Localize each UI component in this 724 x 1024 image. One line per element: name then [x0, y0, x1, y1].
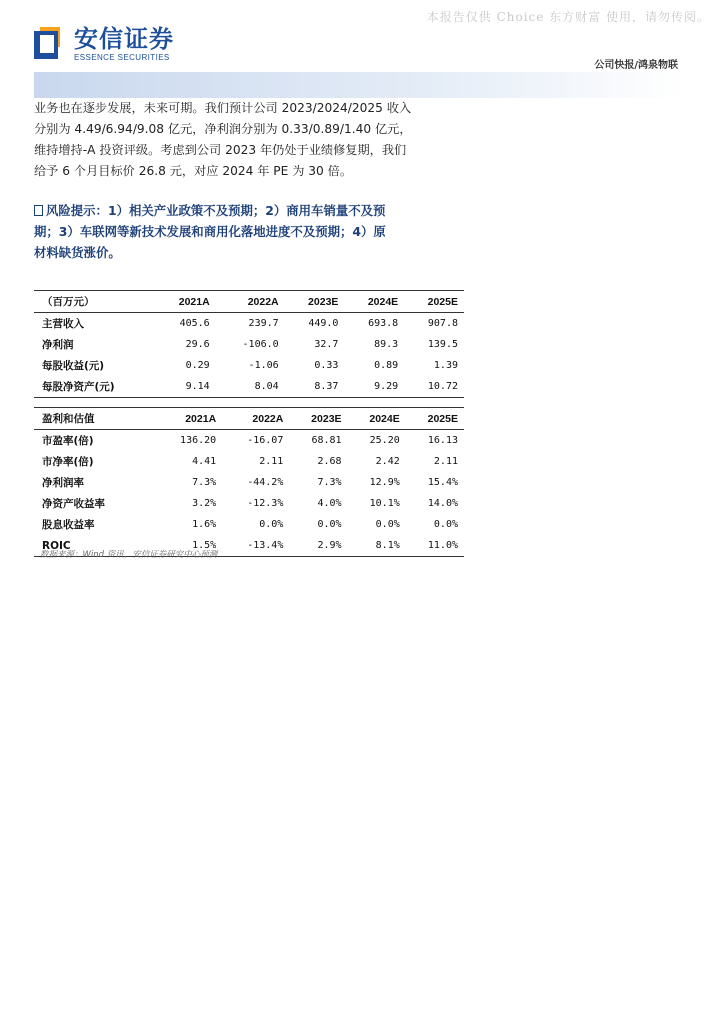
table-cell: 136.20 [180, 435, 217, 446]
table-cell: 29.6 [185, 339, 210, 350]
table-cell: 净利润率 [42, 477, 84, 489]
table-cell: -16.07 [247, 435, 284, 446]
watermark-text: 本报告仅供 Choice 东方财富 使用，请勿传阅。 [426, 10, 710, 24]
table-header-cell: 2022A [216, 291, 285, 313]
table-cell: 1.6% [192, 519, 217, 530]
table-header-cell: （百万元） [34, 291, 155, 313]
table-cell: 3.2% [192, 498, 217, 509]
table-cell: 0.0% [317, 519, 342, 530]
table-cell: 2.11 [433, 456, 458, 467]
table-cell: 1.39 [433, 360, 458, 371]
table-cell: 8.1% [348, 535, 406, 557]
table-row [34, 376, 464, 398]
table-cell: 7.3% [317, 477, 342, 488]
body-line: 业务也在逐步发展，未来可期。我们预计公司 2023/2024/2025 收入 [34, 101, 412, 115]
table-header-cell: 2022A [222, 408, 289, 430]
table-row [34, 514, 464, 535]
table-cell: 68.81 [311, 435, 342, 446]
table-header-cell: 2021A [155, 408, 222, 430]
table-row [34, 493, 464, 514]
table-cell: 405.6 [179, 318, 210, 329]
financial-summary-table [34, 290, 464, 398]
table-cell: 449.0 [308, 318, 339, 329]
table-header-row [34, 291, 464, 313]
table-cell: 25.20 [369, 435, 400, 446]
table-row [34, 472, 464, 493]
table-header-cell: 2024E [348, 408, 406, 430]
table-row [34, 334, 464, 355]
table-header-cell: 2025E [404, 291, 464, 313]
table-row [34, 313, 464, 335]
table-cell: 12.9% [369, 477, 400, 488]
table-cell: 693.8 [368, 318, 399, 329]
table-cell: 16.13 [427, 435, 458, 446]
table-cell: 4.0% [317, 498, 342, 509]
table-cell: 2.42 [375, 456, 400, 467]
risk-line: 材料缺货涨价。 [34, 245, 121, 260]
table-header-cell: 2021A [155, 291, 216, 313]
table-cell: -13.4% [222, 535, 289, 557]
table-row [34, 355, 464, 376]
table-header-cell: 2023E [289, 408, 347, 430]
table-cell: -1.06 [248, 360, 279, 371]
table-cell: 15.4% [427, 477, 458, 488]
table-cell: 2.9% [289, 535, 347, 557]
table-cell: 9.29 [344, 376, 404, 398]
table-row [34, 451, 464, 472]
body-paragraph [34, 98, 464, 182]
table-cell: 239.7 [248, 318, 279, 329]
valuation-table [34, 407, 464, 557]
table-cell: 10.72 [404, 376, 464, 398]
table-cell: -12.3% [247, 498, 284, 509]
table-header-cell: 2025E [406, 408, 464, 430]
table-cell: 净利润 [42, 339, 74, 351]
header-band [34, 72, 684, 98]
table-header-row [34, 408, 464, 430]
table-cell: 1.5% [155, 535, 222, 557]
risk-warning [34, 200, 464, 263]
table-cell: 2.68 [317, 456, 342, 467]
table-cell: 8.04 [216, 376, 285, 398]
table-cell: 每股收益(元) [42, 360, 105, 372]
table-cell: 7.3% [192, 477, 217, 488]
company-logo [34, 26, 174, 62]
table-cell: -106.0 [242, 339, 279, 350]
square-bullet-icon [34, 205, 43, 216]
table-cell: 11.0% [406, 535, 464, 557]
table-cell: 8.37 [285, 376, 345, 398]
logo-name-en: ESSENCE SECURITIES [74, 52, 170, 62]
table-cell: 净资产收益率 [42, 498, 105, 510]
table-cell: 32.7 [314, 339, 339, 350]
table-cell: 9.14 [155, 376, 216, 398]
table-cell: 0.0% [375, 519, 400, 530]
table-cell: 0.33 [314, 360, 339, 371]
table-cell: 139.5 [427, 339, 458, 350]
body-line: 给予 6 个月目标价 26.8 元，对应 2024 年 PE 为 30 倍。 [34, 164, 353, 178]
table-cell: 0.0% [433, 519, 458, 530]
table-cell: 89.3 [374, 339, 399, 350]
table-cell: 市盈率(倍) [42, 435, 94, 447]
table-cell: 2.11 [259, 456, 284, 467]
table-cell: 主营收入 [42, 318, 84, 330]
body-line: 维持增持-A 投资评级。考虑到公司 2023 年仍处于业绩修复期，我们 [34, 143, 407, 157]
table-cell: 907.8 [427, 318, 458, 329]
table-cell: -44.2% [247, 477, 284, 488]
risk-line: 期；3）车联网等新技术发展和商用化落地进度不及预期；4）原 [34, 224, 386, 239]
table-cell: 0.29 [185, 360, 210, 371]
logo-name-cn: 安信证券 [74, 24, 174, 53]
body-line: 分别为 4.49/6.94/9.08 亿元，净利润分别为 0.33/0.89/1.40 亿元， [34, 122, 412, 136]
report-type-label: 公司快报/鸿泉物联 [594, 60, 678, 71]
table-cell: 14.0% [427, 498, 458, 509]
table-cell: 市净率(倍) [42, 456, 94, 468]
table-cell: 0.89 [374, 360, 399, 371]
table-cell: 股息收益率 [42, 519, 95, 531]
table-header-cell: 盈利和估值 [34, 408, 155, 430]
data-source-note: 数据来源：Wind 资讯，安信证券研究中心预测 [40, 550, 218, 560]
table-cell: 4.41 [192, 456, 217, 467]
table-header-cell: 2023E [285, 291, 345, 313]
risk-line: 风险提示：1）相关产业政策不及预期；2）商用车销量不及预 [46, 203, 386, 218]
table-cell: 0.0% [259, 519, 284, 530]
logo-mark-icon [34, 27, 66, 61]
table-cell: 每股净资产(元) [34, 376, 155, 398]
table-header-cell: 2024E [344, 291, 404, 313]
table-row [34, 430, 464, 452]
table-cell: ROIC [34, 535, 155, 557]
table-cell: 10.1% [369, 498, 400, 509]
